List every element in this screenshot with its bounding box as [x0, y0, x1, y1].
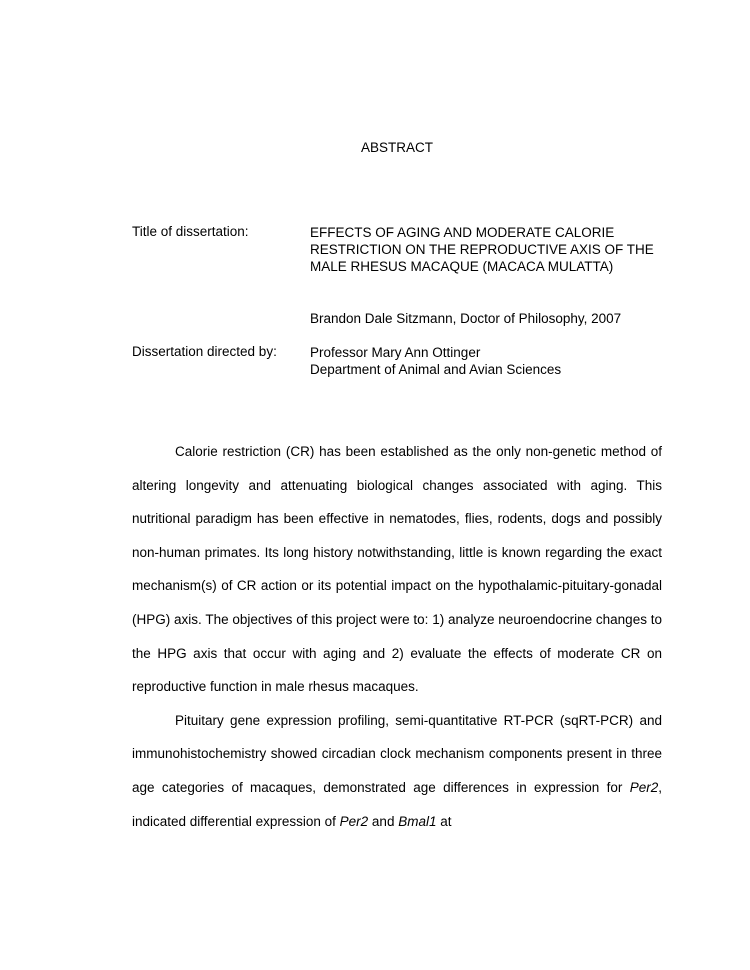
dissertation-title: EFFECTS OF AGING AND MODERATE CALORIE RESTRICTION ON THE REPRODUCTIVE AXIS OF THE MALE RHESUS MACAQUE (MACACA MULATTA) — [310, 225, 654, 274]
director-block — [310, 344, 660, 378]
paragraph-2-text-c: and — [368, 813, 399, 829]
paragraph-2-text-a: Pituitary gene expression profiling, semi-quantitative RT-PCR (sqRT-PCR) and immunohistochemistry showed circadian clock mechanism components present in three age categories of macaques, demonstrated age differences in expression for — [132, 712, 662, 795]
abstract-body — [132, 435, 662, 838]
title-label: Title of dissertation: — [132, 224, 249, 239]
page-heading: ABSTRACT — [360, 140, 433, 155]
gene-bmal1: Bmal1 — [398, 813, 437, 829]
gene-per2-a: Per2 — [629, 779, 659, 795]
director-name: Professor Mary Ann Ottinger — [310, 345, 481, 360]
paragraph-2-text-d: at — [436, 813, 452, 829]
paragraph-2 — [132, 704, 662, 838]
paragraph-1: Calorie restriction (CR) has been established as the only non-genetic method of altering longevity and attenuating biological changes associated with aging. This nutritional paradigm has been effective in nematodes, flies, rodents, dogs and possibly non-human primates. Its long history notwithstanding, little is known regarding the exact mechanism(s) of CR action or its potential impact on the hypothalamic-pituitary-gonadal (HPG) axis. The objectives of this project were to: 1) analyze neuroendocrine changes to the HPG axis that occur with aging and 2) evaluate the effects of moderate CR on reproductive function in male rhesus macaques. — [132, 444, 662, 695]
author-degree-line: Brandon Dale Sitzmann, Doctor of Philosophy, 2007 — [310, 311, 622, 326]
director-department: Department of Animal and Avian Sciences — [310, 362, 562, 377]
director-label: Dissertation directed by: — [132, 344, 277, 359]
gene-per2-b: Per2 — [339, 813, 369, 829]
paragraph-2-text-b: , indicated differential expression of — [132, 779, 662, 829]
